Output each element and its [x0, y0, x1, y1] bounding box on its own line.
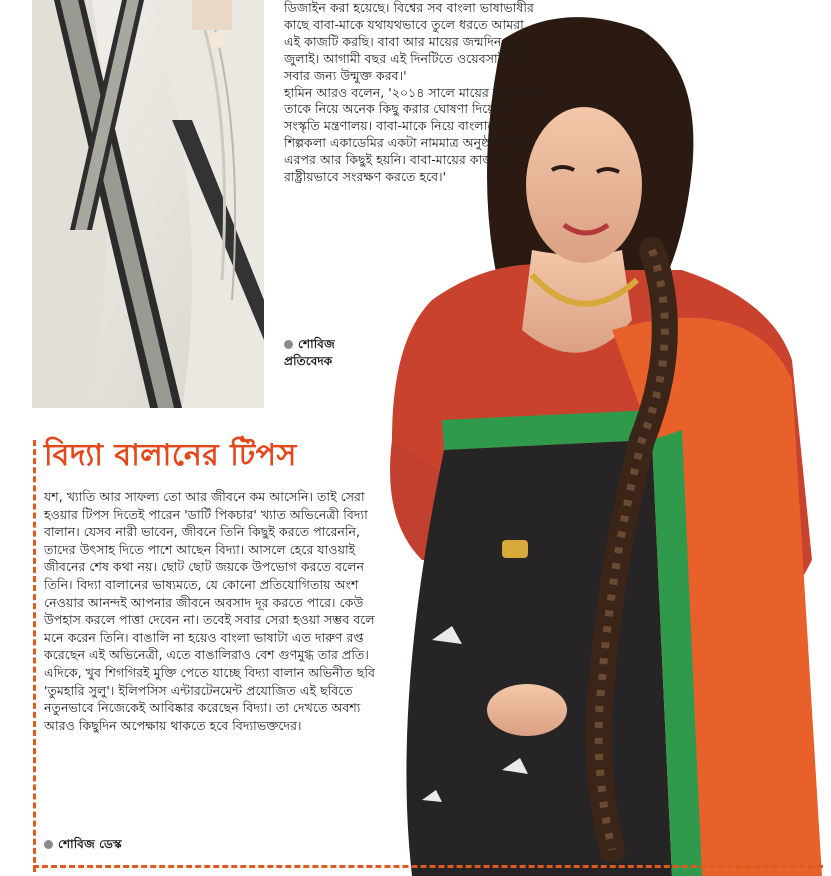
- tips-byline: [44, 836, 122, 856]
- article-column: [284, 0, 540, 186]
- article-paragraph: ডিজাইন করা হয়েছে। বিশ্বের সব বাংলা ভাষাভাষীর কাছে বাবা-মাকে যথাযথভাবে তুলে ধরতে আমরা এই কাজটি করছি। বাবা আর মায়ের জন্মদিন ২৮ জুলাই। আগামী বছর এই দিনটিতে ওয়েবসাইট দুটি সবার জন্য উন্মুক্ত করব।': [284, 0, 534, 83]
- tips-heading: বিদ্যা বালানের টিপস: [44, 438, 297, 473]
- outfit-photo-graphic: [32, 0, 264, 408]
- byline-line1: শোবিজ: [298, 337, 335, 351]
- article-paragraph: হামিন আরও বলেন, '২০১৪ সালে মায়ের মৃত্যুর পর তাকে নিয়ে অনেক কিছু করার ঘোষণা দিয়েছিল সংস্কৃতি মন্ত্রণালয়। বাবা-মাকে নিয়ে বাংলাদেশ শিল্পকলা একাডেমির একটা নামমাত্র অনুষ্ঠান ছাড়া এরপর আর কিছুই হয়নি। বাবা-মায়ের কাজকে রাষ্ট্রীয়ভাবে সংরক্ষণ করতে হবে।': [284, 84, 540, 185]
- outfit-photo: [32, 0, 264, 408]
- tips-body: যশ, খ্যাতি আর সাফল্য তো আর জীবনে কম আসেনি। তাই সেরা হওয়ার টিপস দিতেই পারেন 'ডার্টি পিকচার' খ্যাত অভিনেত্রী বিদ্যা বালান। যেসব নারী ভাবেন, জীবনে তিনি কিছুই করতে পারেননি, তাদের উৎসাহ দিতে পাশে আছেন বিদ্যা। আসলে হেরে যাওয়াই জীবনের শেষ কথা নয়। ছোট ছোট জয়কে উপভোগ করতে বলেন তিনি। বিদ্যা বালানের ভাষ্যমতে, যে কোনো প্রতিযোগিতায় অংশ নেওয়ার আনন্দই আপনার জীবনে অবসাদ দূর করতে পারে। কেউ উপহাস করলে পাত্তা দেবেন না। তবেই সবার সেরা হওয়া সম্ভব বলে মনে করেন তিনি। বাঙালি না হয়েও বাংলা ভাষাটা এত দারুণ রপ্ত করেছেন এই অভিনেত্রী, এতে বাঙালিরাও বেশ গুণমুগ্ধ তার প্রতি। এদিকে, খুব শিগগিরই মুক্তি পেতে যাচ্ছে বিদ্যা বালান অভিনীত ছবি 'তুমহারি সুলু'। ইলিপসিস এন্টারটেনমেন্ট প্রযোজিত এই ছবিতে নতুনভাবে নিজেকেই আবিষ্কার করেছেন বিদ্যা। তা দেখতে অবশ্য আরও কিছুদিন অপেক্ষায় থাকতে হবে বিদ্যাভক্তদের।: [44, 489, 375, 733]
- tips-box-left-border: [33, 440, 36, 872]
- bullet-dot-icon: [44, 840, 53, 849]
- tips-box-bottom-border: [33, 865, 823, 868]
- article-byline: [284, 336, 335, 370]
- tips-byline-text: শোবিজ ডেস্ক: [58, 837, 122, 851]
- bullet-dot-icon: [284, 340, 293, 349]
- byline-line2: প্রতিবেদক: [284, 354, 333, 368]
